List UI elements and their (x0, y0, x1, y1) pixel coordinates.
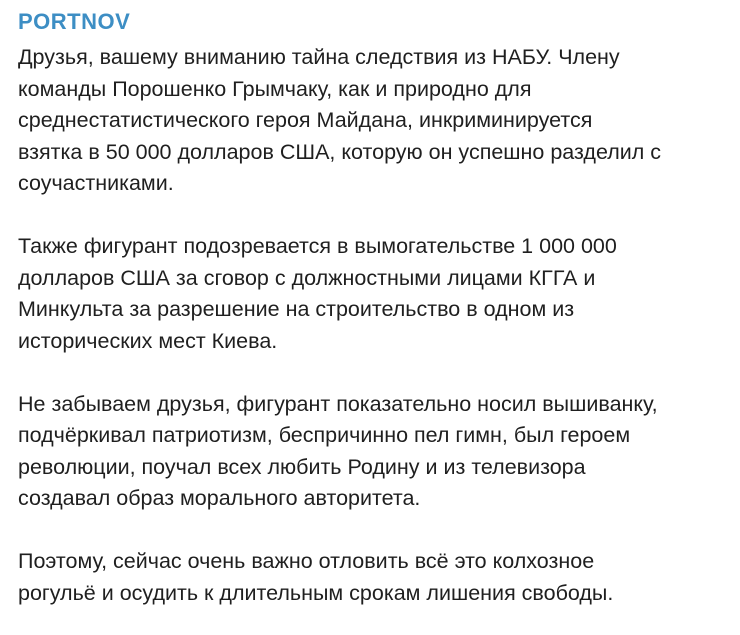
message-line: Поэтому, сейчас очень важно отловить всё это колхозное (18, 549, 595, 573)
message-line: революции, поучал всех любить Родину и из телевизора (18, 454, 586, 479)
message-paragraph-3 (18, 389, 724, 515)
message-line: исторических мест Киева. (18, 328, 278, 353)
message-line: среднестатистического героя Майдана, инкриминируется (18, 108, 593, 132)
message-line: Друзья, вашему вниманию тайна следствия из НАБУ. Члену (18, 45, 620, 69)
message-line: команды Порошенко Грымчаку, как и природно для (18, 76, 532, 101)
message-text (18, 42, 724, 609)
channel-name-link[interactable]: PORTNOV (18, 9, 131, 34)
message-line: Минкульта за разрешение на строительство в одном из (18, 297, 575, 321)
message-paragraph-2 (18, 231, 724, 357)
message-line: взятка в 50 000 долларов США, которую он успешно разделил с (18, 139, 662, 164)
message-line: соучастниками. (18, 171, 174, 195)
message-line: долларов США за сговор с должностными лицами КГГА и (18, 265, 596, 290)
channel-post (18, 8, 724, 609)
message-line: рогульё и осудить к длительным срокам лишения свободы. (18, 580, 614, 605)
message-line: Также фигурант подозревается в вымогательстве 1 000 000 (18, 234, 617, 258)
message-paragraph-1 (18, 42, 724, 200)
message-line: создавал образ морального авторитета. (18, 486, 421, 510)
message-line: Не забываем друзья, фигурант показательно носил вышиванку, (18, 391, 658, 416)
message-paragraph-4 (18, 546, 724, 609)
message-line: подчёркивал патриотизм, беспричинно пел гимн, был героем (18, 423, 631, 447)
